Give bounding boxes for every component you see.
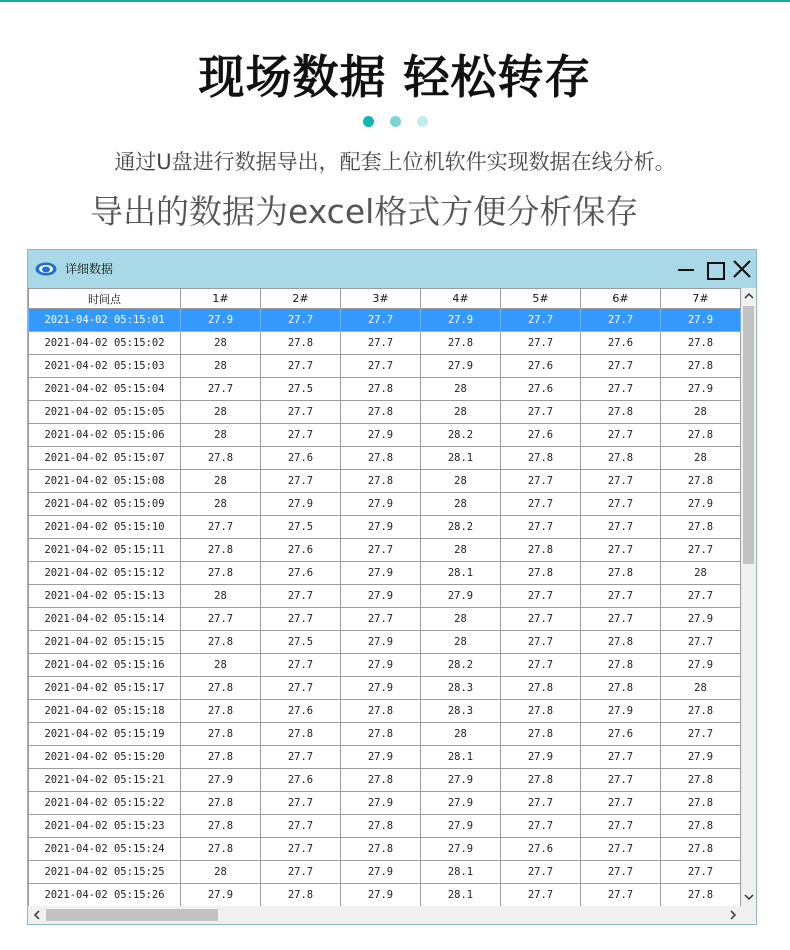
horizontal-scroll-thumb[interactable]: [46, 909, 218, 921]
value-cell[interactable]: 27.7: [341, 332, 421, 355]
timestamp-cell[interactable]: 2021-04-02 05:15:05: [29, 401, 181, 424]
value-cell[interactable]: 27.8: [181, 746, 261, 769]
value-cell[interactable]: 27.7: [581, 746, 661, 769]
value-cell[interactable]: 27.7: [341, 355, 421, 378]
carousel-dot-1[interactable]: [363, 116, 374, 127]
window-titlebar[interactable]: [28, 250, 756, 288]
value-cell[interactable]: 28: [421, 723, 501, 746]
carousel-dots: [0, 116, 790, 128]
value-cell[interactable]: 27.8: [341, 470, 421, 493]
value-cell[interactable]: 27.8: [341, 401, 421, 424]
table-row[interactable]: [29, 700, 741, 723]
value-cell[interactable]: 27.8: [181, 815, 261, 838]
grid-header-row: [29, 289, 741, 309]
timestamp-cell[interactable]: 2021-04-02 05:15:16: [29, 654, 181, 677]
table-row[interactable]: [29, 493, 741, 516]
detail-data-window: [27, 249, 757, 925]
value-cell[interactable]: 27.8: [661, 470, 741, 493]
value-cell[interactable]: 27.7: [501, 884, 581, 907]
value-cell[interactable]: 28: [421, 539, 501, 562]
value-cell[interactable]: 27.8: [661, 838, 741, 861]
value-cell[interactable]: 27.9: [421, 792, 501, 815]
value-cell[interactable]: 27.7: [501, 861, 581, 884]
value-cell[interactable]: 27.8: [501, 723, 581, 746]
value-cell[interactable]: 27.8: [261, 332, 341, 355]
table-row[interactable]: [29, 355, 741, 378]
value-cell[interactable]: 27.7: [181, 516, 261, 539]
value-cell[interactable]: 27.9: [341, 792, 421, 815]
timestamp-cell[interactable]: 2021-04-02 05:15:10: [29, 516, 181, 539]
value-cell[interactable]: 27.9: [661, 654, 741, 677]
value-cell[interactable]: 27.7: [501, 654, 581, 677]
value-cell[interactable]: 27.9: [341, 654, 421, 677]
timestamp-cell[interactable]: 2021-04-02 05:15:03: [29, 355, 181, 378]
value-cell[interactable]: 27.8: [661, 332, 741, 355]
value-cell[interactable]: 27.7: [581, 884, 661, 907]
value-cell[interactable]: 27.7: [661, 723, 741, 746]
value-cell[interactable]: 27.8: [661, 355, 741, 378]
value-cell[interactable]: 28: [661, 562, 741, 585]
value-cell[interactable]: 28.2: [421, 516, 501, 539]
value-cell[interactable]: 27.7: [581, 815, 661, 838]
column-header[interactable]: 4#: [421, 289, 501, 309]
value-cell[interactable]: 28.1: [421, 562, 501, 585]
timestamp-cell[interactable]: 2021-04-02 05:15:19: [29, 723, 181, 746]
value-cell[interactable]: 28: [661, 447, 741, 470]
table-row[interactable]: [29, 401, 741, 424]
horizontal-scrollbar[interactable]: [28, 906, 741, 924]
value-cell[interactable]: 27.9: [341, 677, 421, 700]
value-cell[interactable]: 28: [181, 332, 261, 355]
value-cell[interactable]: 28.1: [421, 861, 501, 884]
value-cell[interactable]: 28: [421, 608, 501, 631]
table-row[interactable]: [29, 516, 741, 539]
table-row[interactable]: [29, 424, 741, 447]
table-row[interactable]: [29, 769, 741, 792]
table-row[interactable]: [29, 861, 741, 884]
timestamp-cell[interactable]: 2021-04-02 05:15:11: [29, 539, 181, 562]
value-cell[interactable]: 27.8: [661, 769, 741, 792]
value-cell[interactable]: 27.7: [581, 493, 661, 516]
value-cell[interactable]: 27.9: [501, 746, 581, 769]
table-row[interactable]: [29, 309, 741, 332]
value-cell[interactable]: 28: [661, 677, 741, 700]
value-cell[interactable]: 27.6: [501, 355, 581, 378]
value-cell[interactable]: 27.9: [581, 700, 661, 723]
value-cell[interactable]: 27.7: [261, 401, 341, 424]
table-row[interactable]: [29, 838, 741, 861]
value-cell[interactable]: 28: [181, 654, 261, 677]
value-cell[interactable]: 27.7: [501, 608, 581, 631]
timestamp-cell[interactable]: 2021-04-02 05:15:01: [29, 309, 181, 332]
value-cell[interactable]: 27.8: [581, 562, 661, 585]
timestamp-cell[interactable]: 2021-04-02 05:15:23: [29, 815, 181, 838]
table-row[interactable]: [29, 792, 741, 815]
timestamp-cell[interactable]: 2021-04-02 05:15:13: [29, 585, 181, 608]
value-cell[interactable]: 28: [421, 470, 501, 493]
value-cell[interactable]: 27.6: [261, 769, 341, 792]
value-cell[interactable]: 27.9: [341, 861, 421, 884]
value-cell[interactable]: 27.7: [181, 608, 261, 631]
value-cell[interactable]: 27.8: [341, 700, 421, 723]
value-cell[interactable]: 27.7: [261, 585, 341, 608]
value-cell[interactable]: 27.8: [341, 723, 421, 746]
value-cell[interactable]: 27.9: [181, 884, 261, 907]
minimize-icon[interactable]: [676, 259, 696, 279]
column-header[interactable]: 1#: [181, 289, 261, 309]
timestamp-cell[interactable]: 2021-04-02 05:15:18: [29, 700, 181, 723]
value-cell[interactable]: 27.7: [581, 378, 661, 401]
value-cell[interactable]: 27.9: [421, 585, 501, 608]
value-cell[interactable]: 27.8: [181, 562, 261, 585]
value-cell[interactable]: 27.7: [581, 470, 661, 493]
value-cell[interactable]: 27.8: [181, 539, 261, 562]
value-cell[interactable]: 27.7: [501, 401, 581, 424]
value-cell[interactable]: 27.9: [661, 493, 741, 516]
value-cell[interactable]: 27.7: [501, 309, 581, 332]
timestamp-cell[interactable]: 2021-04-02 05:15:09: [29, 493, 181, 516]
value-cell[interactable]: 27.8: [501, 700, 581, 723]
value-cell[interactable]: 27.8: [581, 677, 661, 700]
value-cell[interactable]: 27.9: [341, 746, 421, 769]
value-cell[interactable]: 27.7: [581, 585, 661, 608]
value-cell[interactable]: 27.7: [661, 585, 741, 608]
value-cell[interactable]: 28.3: [421, 700, 501, 723]
value-cell[interactable]: 28.1: [421, 746, 501, 769]
value-cell[interactable]: 27.7: [581, 769, 661, 792]
window-title: 详细数据: [65, 262, 114, 276]
value-cell[interactable]: 28: [421, 378, 501, 401]
table-row[interactable]: [29, 562, 741, 585]
value-cell[interactable]: 27.8: [661, 792, 741, 815]
table-row[interactable]: [29, 723, 741, 746]
value-cell[interactable]: 28: [421, 493, 501, 516]
value-cell[interactable]: 27.9: [181, 309, 261, 332]
timestamp-cell[interactable]: 2021-04-02 05:15:24: [29, 838, 181, 861]
value-cell[interactable]: 27.8: [501, 677, 581, 700]
carousel-dot-3[interactable]: [417, 116, 428, 127]
value-cell[interactable]: 27.7: [581, 309, 661, 332]
value-cell[interactable]: 27.8: [581, 401, 661, 424]
timestamp-cell[interactable]: 2021-04-02 05:15:07: [29, 447, 181, 470]
value-cell[interactable]: 27.6: [501, 378, 581, 401]
value-cell[interactable]: 27.7: [581, 424, 661, 447]
value-cell[interactable]: 28: [181, 585, 261, 608]
value-cell[interactable]: 27.7: [341, 539, 421, 562]
scroll-left-icon[interactable]: [32, 910, 42, 920]
value-cell[interactable]: 27.6: [501, 424, 581, 447]
vertical-scrollbar[interactable]: [741, 288, 756, 906]
value-cell[interactable]: 27.6: [261, 700, 341, 723]
value-cell[interactable]: 27.8: [501, 769, 581, 792]
value-cell[interactable]: 28: [661, 401, 741, 424]
value-cell[interactable]: 27.8: [581, 447, 661, 470]
carousel-dot-2[interactable]: [390, 116, 401, 127]
column-header[interactable]: 3#: [341, 289, 421, 309]
value-cell[interactable]: 27.8: [181, 631, 261, 654]
timestamp-cell[interactable]: 2021-04-02 05:15:06: [29, 424, 181, 447]
scrollbar-corner: [741, 906, 756, 924]
value-cell[interactable]: 27.8: [661, 815, 741, 838]
value-cell[interactable]: 27.9: [341, 884, 421, 907]
table-row[interactable]: [29, 378, 741, 401]
page-subtitle: 通过U盘进行数据导出，配套上位机软件实现数据在线分析。: [114, 150, 676, 174]
value-cell[interactable]: 27.8: [341, 838, 421, 861]
value-cell[interactable]: 27.7: [341, 309, 421, 332]
data-grid-viewport: [28, 288, 741, 906]
data-grid: [28, 288, 741, 906]
value-cell[interactable]: 27.9: [181, 769, 261, 792]
value-cell[interactable]: 27.7: [261, 608, 341, 631]
scroll-right-icon[interactable]: [728, 910, 738, 920]
value-cell[interactable]: 27.6: [581, 332, 661, 355]
value-cell[interactable]: 27.6: [261, 447, 341, 470]
value-cell[interactable]: 28: [181, 493, 261, 516]
value-cell[interactable]: 28.1: [421, 884, 501, 907]
value-cell[interactable]: 27.7: [261, 815, 341, 838]
table-row[interactable]: [29, 447, 741, 470]
table-row[interactable]: [29, 470, 741, 493]
value-cell[interactable]: 27.9: [661, 746, 741, 769]
value-cell[interactable]: 27.7: [181, 378, 261, 401]
scroll-up-icon[interactable]: [744, 291, 754, 301]
value-cell[interactable]: 27.9: [421, 355, 501, 378]
value-cell[interactable]: 27.8: [261, 723, 341, 746]
table-row[interactable]: [29, 746, 741, 769]
value-cell[interactable]: 27.7: [261, 838, 341, 861]
value-cell[interactable]: 28: [181, 355, 261, 378]
value-cell[interactable]: 27.9: [341, 493, 421, 516]
value-cell[interactable]: 28.2: [421, 654, 501, 677]
value-cell[interactable]: 27.7: [501, 516, 581, 539]
column-header[interactable]: 5#: [501, 289, 581, 309]
value-cell[interactable]: 27.8: [581, 631, 661, 654]
timestamp-cell[interactable]: 2021-04-02 05:15:04: [29, 378, 181, 401]
value-cell[interactable]: 27.7: [581, 838, 661, 861]
value-cell[interactable]: 27.7: [501, 470, 581, 493]
value-cell[interactable]: 27.7: [501, 815, 581, 838]
value-cell[interactable]: 27.7: [661, 631, 741, 654]
value-cell[interactable]: 27.9: [661, 309, 741, 332]
value-cell[interactable]: 27.8: [661, 700, 741, 723]
timestamp-cell[interactable]: 2021-04-02 05:15:14: [29, 608, 181, 631]
value-cell[interactable]: 27.7: [661, 861, 741, 884]
value-cell[interactable]: 28: [421, 631, 501, 654]
value-cell[interactable]: 27.7: [261, 424, 341, 447]
value-cell[interactable]: 27.9: [341, 424, 421, 447]
value-cell[interactable]: 27.7: [581, 861, 661, 884]
timestamp-cell[interactable]: 2021-04-02 05:15:12: [29, 562, 181, 585]
value-cell[interactable]: 27.9: [421, 309, 501, 332]
app-logo-icon: [35, 262, 57, 276]
value-cell[interactable]: 27.7: [501, 585, 581, 608]
value-cell[interactable]: 27.8: [341, 769, 421, 792]
timestamp-cell[interactable]: 2021-04-02 05:15:25: [29, 861, 181, 884]
value-cell[interactable]: 28: [181, 861, 261, 884]
value-cell[interactable]: 27.9: [661, 378, 741, 401]
timestamp-cell[interactable]: 2021-04-02 05:15:21: [29, 769, 181, 792]
value-cell[interactable]: 27.8: [581, 654, 661, 677]
value-cell[interactable]: 27.8: [661, 516, 741, 539]
value-cell[interactable]: 27.6: [261, 562, 341, 585]
table-row[interactable]: [29, 608, 741, 631]
timestamp-cell[interactable]: 2021-04-02 05:15:20: [29, 746, 181, 769]
value-cell[interactable]: 27.7: [501, 631, 581, 654]
page-subtitle-2: 导出的数据为excel格式方便分析保存: [90, 192, 639, 231]
value-cell[interactable]: 28.3: [421, 677, 501, 700]
value-cell[interactable]: 27.8: [661, 424, 741, 447]
value-cell[interactable]: 27.7: [261, 792, 341, 815]
value-cell[interactable]: 27.8: [501, 539, 581, 562]
value-cell[interactable]: 27.9: [661, 608, 741, 631]
value-cell[interactable]: 27.8: [661, 884, 741, 907]
value-cell[interactable]: 27.7: [261, 654, 341, 677]
value-cell[interactable]: 28.1: [421, 447, 501, 470]
value-cell[interactable]: 27.7: [261, 746, 341, 769]
value-cell[interactable]: 28: [421, 401, 501, 424]
table-row[interactable]: [29, 539, 741, 562]
value-cell[interactable]: 27.9: [341, 631, 421, 654]
timestamp-cell[interactable]: 2021-04-02 05:15:08: [29, 470, 181, 493]
value-cell[interactable]: 27.8: [261, 884, 341, 907]
value-cell[interactable]: 27.5: [261, 516, 341, 539]
value-cell[interactable]: 27.9: [421, 838, 501, 861]
value-cell[interactable]: 27.8: [501, 562, 581, 585]
value-cell[interactable]: 27.7: [661, 539, 741, 562]
value-cell[interactable]: 27.7: [501, 332, 581, 355]
value-cell[interactable]: 27.6: [261, 539, 341, 562]
value-cell[interactable]: 27.7: [581, 516, 661, 539]
table-row[interactable]: [29, 332, 741, 355]
table-row[interactable]: [29, 654, 741, 677]
column-header[interactable]: 时间点: [29, 289, 181, 309]
table-row[interactable]: [29, 884, 741, 907]
maximize-icon[interactable]: [704, 259, 724, 279]
timestamp-cell[interactable]: 2021-04-02 05:15:02: [29, 332, 181, 355]
column-header[interactable]: 7#: [661, 289, 741, 309]
value-cell[interactable]: 27.8: [181, 792, 261, 815]
vertical-scroll-thumb[interactable]: [743, 306, 754, 564]
value-cell[interactable]: 27.9: [341, 562, 421, 585]
timestamp-cell[interactable]: 2021-04-02 05:15:26: [29, 884, 181, 907]
value-cell[interactable]: 27.5: [261, 631, 341, 654]
value-cell[interactable]: 27.5: [261, 378, 341, 401]
value-cell[interactable]: 27.8: [181, 723, 261, 746]
value-cell[interactable]: 27.8: [181, 838, 261, 861]
value-cell[interactable]: 27.8: [181, 447, 261, 470]
value-cell[interactable]: 27.9: [261, 493, 341, 516]
page-headline: 现场数据 轻松转存: [198, 50, 592, 104]
scroll-down-icon[interactable]: [744, 892, 754, 902]
value-cell[interactable]: 27.7: [261, 355, 341, 378]
value-cell[interactable]: 27.7: [261, 677, 341, 700]
timestamp-cell[interactable]: 2021-04-02 05:15:15: [29, 631, 181, 654]
value-cell[interactable]: 28: [181, 401, 261, 424]
value-cell[interactable]: 27.9: [421, 815, 501, 838]
value-cell[interactable]: 27.6: [581, 723, 661, 746]
value-cell[interactable]: 27.7: [581, 355, 661, 378]
timestamp-cell[interactable]: 2021-04-02 05:15:22: [29, 792, 181, 815]
value-cell[interactable]: 27.7: [341, 608, 421, 631]
table-row[interactable]: [29, 585, 741, 608]
value-cell[interactable]: 27.8: [341, 447, 421, 470]
value-cell[interactable]: 27.8: [341, 378, 421, 401]
value-cell[interactable]: 28: [181, 424, 261, 447]
value-cell[interactable]: 27.8: [181, 677, 261, 700]
value-cell[interactable]: 27.7: [501, 493, 581, 516]
value-cell[interactable]: 27.8: [181, 700, 261, 723]
table-row[interactable]: [29, 677, 741, 700]
value-cell[interactable]: 27.7: [261, 861, 341, 884]
value-cell[interactable]: 27.9: [341, 585, 421, 608]
column-header[interactable]: 2#: [261, 289, 341, 309]
value-cell[interactable]: 27.7: [261, 309, 341, 332]
value-cell[interactable]: 27.7: [581, 608, 661, 631]
table-row[interactable]: [29, 631, 741, 654]
top-accent-line: [0, 0, 790, 2]
value-cell[interactable]: 27.7: [581, 539, 661, 562]
value-cell[interactable]: 27.7: [501, 792, 581, 815]
table-row[interactable]: [29, 815, 741, 838]
value-cell[interactable]: 27.8: [421, 332, 501, 355]
column-header[interactable]: 6#: [581, 289, 661, 309]
value-cell[interactable]: 27.7: [261, 470, 341, 493]
value-cell[interactable]: 27.9: [421, 769, 501, 792]
value-cell[interactable]: 28.2: [421, 424, 501, 447]
timestamp-cell[interactable]: 2021-04-02 05:15:17: [29, 677, 181, 700]
value-cell[interactable]: 27.6: [501, 838, 581, 861]
value-cell[interactable]: 27.8: [341, 815, 421, 838]
value-cell[interactable]: 27.9: [341, 516, 421, 539]
value-cell[interactable]: 27.8: [501, 447, 581, 470]
value-cell[interactable]: 28: [181, 470, 261, 493]
value-cell[interactable]: 27.7: [581, 792, 661, 815]
close-icon[interactable]: [732, 259, 752, 279]
